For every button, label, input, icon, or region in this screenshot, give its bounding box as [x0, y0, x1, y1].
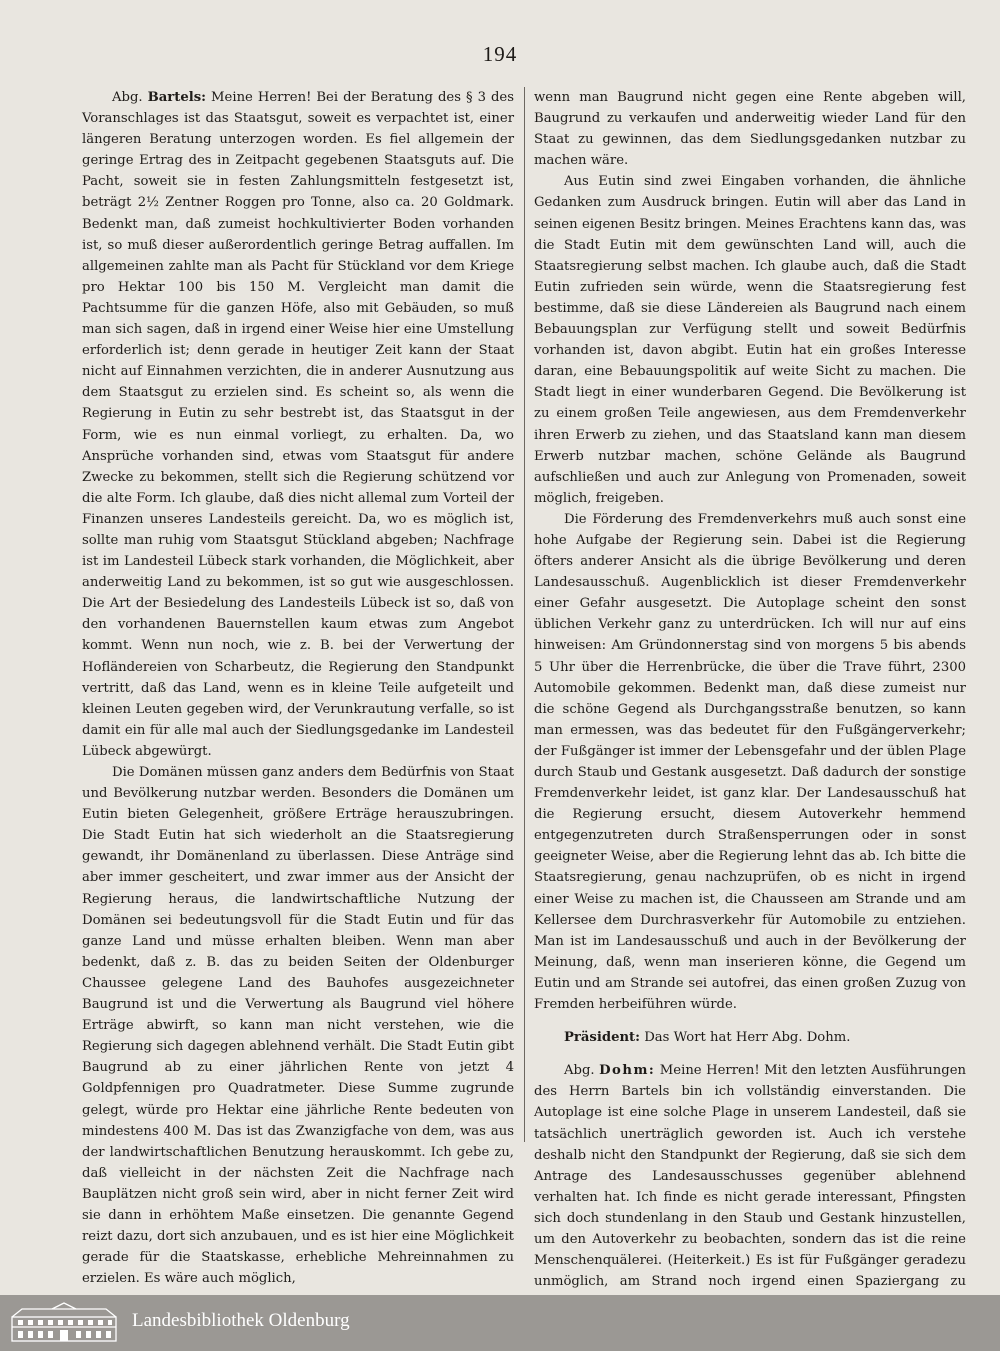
paragraph: Die Domänen müssen ganz anders dem Bedürfnis von Staat und Bevölkerung nutzbar werden. Besonders die Domänen um Eutin bieten Gelegenheit, größere Erträge herauszubringen. Die Stadt Eutin hat sich wiederholt an die Staatsregierung gewandt, ihr Domänenland zu überlassen. Diese Anträge sind aber immer gescheitert, und zwar immer aus der Ansicht der Regierung heraus, die landwirtschaftliche Nutzung der Domänen sei bedeutungsvoll für die Stadt Eutin und für das ganze Land und müsse erhalten bleiben. Wenn man aber bedenkt, daß z. B. das zu beiden Seiten der Oldenburger Chaussee gelegene Land des Bauhofes ausgezeichneter Baugrund ist und die Verwertung als Baugrund viel höhere Erträge abwirft, so kann man nicht verstehen, wie die Regierung sich dagegen ablehnend verhält. Die Stadt Eutin gibt Baugrund ab zu einer jährlichen Rente von jetzt 4 Goldpfennigen pro Quadratmeter. Diese Summe zugrunde gelegt, würde pro Hektar eine jährliche Rente bedeuten von mindestens 400 M. Das ist das Zwanzigfache von dem, was aus der landwirtschaftlichen Benutzung herauskommt. Ich gebe zu, daß vielleicht in der nächsten Zeit die Nachfrage nach Bauplätzen nicht groß sein wird, aber in nicht ferner Zeit wird sie dann in erhöhtem Maße einsetzen. Die genannte Gegend reizt dazu, dort sich anzubauen, und es ist hier eine Möglichkeit gerade für die Staatskasse, erhebliche Mehreinnahmen zu erzielen. Es wäre auch möglich, [82, 765, 514, 1287]
paragraph-text: Meine Herren! Bei der Beratung des § 3 des Voranschlages ist das Staatsgut, soweit es verpachtet ist, einer längeren Beratung unterzogen worden. Es fiel allgemein der geringe Ertrag des in Zeitpacht gegebenen Staatsguts auf. Die Pacht, soweit sie in festen Zahlungsmitteln festgesetzt ist, beträgt 2½ Zentner Roggen pro Tonne, also ca. 20 Goldmark. Bedenkt man, daß zumeist hochkultivierter Boden vorhanden ist, so muß dieser außerordentlich geringe Betrag auffallen. Im allgemeinen zahlte man als Pacht für Stückland vor dem Kriege pro Hektar 100 bis 150 M. Vergleicht man damit die Pachtsumme für die ganzen Höfe, also mit Gebäuden, so muß man sich sagen, daß in irgend einer Weise hier eine Umstellung erforderlich ist; denn gerade in heutiger Zeit kann der Staat nicht auf Einnahmen verzichten, die in anderer Ausnutzung aus dem Staatsgut zu erzielen sind. Es scheint so, als wenn die Regierung in Eutin zu sehr bestrebt ist, das Staatsgut in der Form, wie es nun einmal vorliegt, zu erhalten. Da, wo Ansprüche vorhanden sind, etwas vom Staatsgut für andere Zwecke zu bekommen, stellt sich die Regierung schützend vor die alte Form. Ich glaube, daß dies nicht allemal zum Vorteil der Finanzen unseres Landesteils gereicht. Da, wo es möglich ist, sollte man ruhig vom Staatsgut Stückland abgeben; Nachfrage ist im Landesteil Lübeck stark vorhanden, die Möglichkeit, aber anderweitig Land zu bekommen, ist so gut wie ausgeschlossen. Die Art der Besiedelung des Landesteils Lübeck ist so, daß von den vorhandenen Bauernstellen kaum etwas zum Angebot kommt. Wenn nun noch, wie z. B. bei der Verwertung der Hofländereien von Scharbeutz, die Regierung den Standpunkt vertritt, daß das Land, wenn es in kleine Teile aufgeteilt und kleinen Leuten gegeben wird, der Verunkrautung verfalle, so ist damit ein für alle mal auch der Siedlungsgedanke im Landesteil Lübeck abgewürgt. [82, 90, 514, 759]
library-building-logo-icon [8, 1303, 120, 1343]
speaker-name: Bartels: [147, 90, 207, 105]
paragraph-text: Meine Herren! Mit den letzten Ausführungen des Herrn Bartels bin ich vollständig einverstanden. Die Autoplage ist eine solche Plage in unserem Landesteil, daß sie tatsächlich unerträglich geworden ist. Auch ich verstehe deshalb nicht den Standpunkt der Regierung, daß sie sich dem Antrage des Landesausschusses gegenüber ablehnend verhalten hat. Ich finde es nicht gerade interessant, Pfingsten sich doch stundenlang in den Staub und Gestank hinzustellen, um den Autoverkehr zu beobachten, sondern das ist die reine Menschenquälerei. (Heiterkeit.) Es ist für Fußgänger geradezu unmöglich, am Strand noch irgend einen Spaziergang zu [534, 1063, 966, 1290]
speaker-name: Präsident: [564, 1030, 641, 1046]
paragraph: Die Förderung des Fremdenverkehrs muß auch sonst eine hohe Aufgabe der Regierung sein. Dabei ist die Regierung öfters anderer Ansicht als die übrige Bevölkerung und deren Landesausschuß. Augenblicklich ist dieser Fremdenverkehr einer Gefahr ausgesetzt. Die Autoplage scheint den sonst üblichen Verkehr ganz zu unterdrücken. Ich will nur auf eins hinweisen: Am Gründonnerstag sind von morgens 5 bis abends 5 Uhr über die Herrenbrücke, die über die Trave führt, 2300 Automobile gekommen. Bedenkt man, daß diese zumeist nur die schöne Gegend als Durchgangsstraße benutzen, so kann man ermessen, was das bedeutet für den Fußgängerverkehr; der Fußgänger ist immer der Lebensgefahr und der üblen Plage durch Staub und Gestank ausgesetzt. Daß dadurch der sonstige Fremdenverkehr leidet, ist ganz klar. Der Landesausschuß hat die Regierung ersucht, diesem Autoverkehr hemmend entgegenzutreten durch Straßensperrungen oder in sonst geeigneter Weise, aber die Regierung lehnt das ab. Ich bitte die Staatsregierung, genau nachzuprüfen, ob es nicht in irgend einer Weise zu machen ist, die Chausseen am Strande und am Kellersee dem Durchrasverkehr für Automobile zu entziehen. Man ist im Landesausschuß und auch in der Bevölkerung der Meinung, daß, wenn man inserieren könne, die Gegend um Eutin und am Strande sei autofrei, das einen großen Zuzug von Fremden herbeiführen würde. [534, 511, 966, 1013]
left-column [82, 87, 514, 1287]
column-divider [524, 87, 525, 1142]
paragraph [534, 1060, 966, 1313]
right-column [534, 87, 966, 1290]
library-name: Landesbibliothek Oldenburg [132, 1310, 350, 1331]
paragraph: wenn man Baugrund nicht gegen eine Rente abgeben will, Baugrund zu verkaufen und anderweitig wieder Land für den Staat zu gewinnen, das dem Siedlungsgedanken nutzbar zu machen wäre. [534, 90, 966, 169]
footer-bar [0, 1295, 1000, 1351]
paragraph [534, 1027, 966, 1048]
paragraph [82, 87, 514, 762]
paragraph: Aus Eutin sind zwei Eingaben vorhanden, die ähnliche Gedanken zum Ausdruck bringen. Eutin will aber das Land in seinen eigenen Besitz bringen. Meines Erachtens kann das, was die Stadt Eutin mit dem gewünschten Land will, auch die Staatsregierung selbst machen. Ich glaube auch, daß die Stadt Eutin zufrieden sein würde, wenn die Staatsregierung fest bestimme, daß sie diese Ländereien als Baugrund nach einem Bebauungsplan zur Verfügung stellt und soweit Bedürfnis vorhanden ist, davon abgibt. Eutin hat ein großes Interesse daran, eine Bebauungspolitik auf weite Sicht zu machen. Die Stadt liegt in einer wunderbaren Gegend. Die Bevölkerung ist zu einem großen Teile angewiesen, aus dem Fremdenverkehr ihren Erwerb zu ziehen, und das Staatsland kann man diesem Erwerb nutzbar machen, schöne Gelände als Baugrund aufschließen und auch zur Anlegung von Promenaden, soweit möglich, freigeben. [534, 174, 966, 506]
speaker-name: Dohm: [599, 1063, 656, 1079]
page-number: 194 [482, 42, 518, 66]
speaker-prefix: Abg. [112, 90, 143, 105]
speaker-prefix: Abg. [564, 1063, 595, 1079]
paragraph-text: Das Wort hat Herr Abg. Dohm. [640, 1030, 851, 1046]
